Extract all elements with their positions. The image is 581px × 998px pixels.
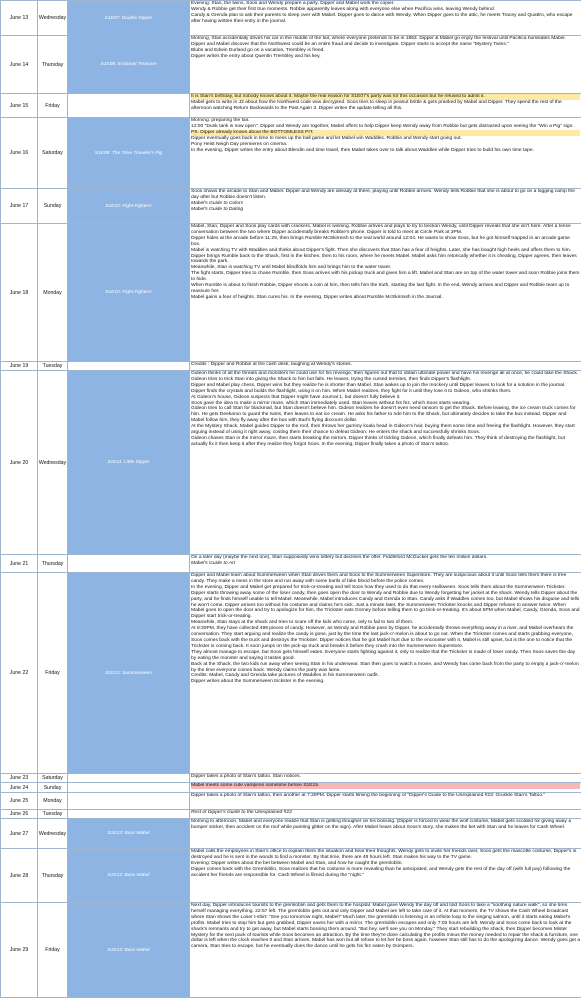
row-date: June 16 xyxy=(1,118,38,189)
event-line: Dipper brings Rumble back to the Shack, first in the kitchen, then to his room, where he meets Mabel. Mabel asks him retorically whether it is cheating, Dipper agrees, then leaves towards the park. xyxy=(191,254,580,266)
timeline-body xyxy=(1,1,581,998)
row-date: June 15 xyxy=(1,94,38,118)
timeline-row xyxy=(1,810,581,819)
event-line: Gideon thinks of all the threats and monsters he could use for his revenge, then figures out that to obtain ultimate power and have his revenge all at once, he could take the Shack. xyxy=(191,371,580,377)
row-events xyxy=(190,36,581,94)
timeline-row xyxy=(1,224,581,362)
row-events xyxy=(190,224,581,362)
row-events xyxy=(190,94,581,118)
row-events xyxy=(190,555,581,573)
row-date: June 20 xyxy=(1,371,38,555)
event-line: Dipper and Mabel discover that the Northwest could be an entire fraud and decide to investigate. Dipper starts to accept the name "Mystery Twins." xyxy=(191,42,580,48)
event-line: Morning: preparing the fair. xyxy=(191,118,580,124)
row-episode: S1E11: Little Dipper xyxy=(68,371,190,555)
row-date: June 25 xyxy=(1,793,38,810)
event-line: PS. Dipper already knows about the BOTTOMLESS PIT. xyxy=(191,130,580,136)
event-line: In the evening, Dipper and Mabel get prepared for trick-or-treating and tell Soos how they used to do that every Halloween. Soos tells them about the Summerween Trickster. Dipper starts throwing away some of the loser candy, then goes open the door to Wendy and Robbie due to Wendy forgetting her jacket at the shack. Wendy tells Dipper about the party, and he finds himself unable to tell Mabel. Meanwhile, Mabel introduces Candy and Grenda to Stan. Candy asks if Waddles comes too, but Mabel shows his disguise and tells he won't come. Dipper arrives too without his costume and claims he's sick. Just a minute later, the Summerween Trickster knocks and Dipper refuses to answer twice. When Mabel goes to open the door and try to apologize for him, the Trickster eats Gorney before telling them to go trick-or-treating. It's about 6PM when Mabel, Candy, Grenda, Soos and Dipper start trick-or-treating. xyxy=(191,585,580,620)
timeline-row xyxy=(1,362,581,371)
timeline-row xyxy=(1,573,581,774)
row-episode: S1E13: Boss Mabel xyxy=(68,903,190,998)
timeline-row xyxy=(1,94,581,118)
row-events xyxy=(190,793,581,810)
event-line: On a later day (maybe the next one), Stan supposedly wins lottery but declines the offer. Fiddleford McGucket gets the ten million dollars. xyxy=(191,555,580,561)
event-line: Mabel gains a fear of heights, Stan cures his. In the evening, Dipper writes about Rumble McSkirmish in the Journal. xyxy=(191,295,580,301)
row-weekday: Sunday xyxy=(38,783,68,793)
event-line: Mabel's Guide to Dating xyxy=(191,207,580,213)
row-events xyxy=(190,189,581,224)
event-line: Credits: Mabel, Candy and Grenda take pictures of Waddles in his Summerween outfit. xyxy=(191,673,580,679)
row-date: June 28 xyxy=(1,849,38,903)
row-events xyxy=(190,1,581,36)
event-line: Mabel gets to write in J3 about how the Northwest code was decrypted. Soos tries to sleep in peanut brittle & gets pranked by Mabel and Dipper. They spend the rest of the afternoon watching Return Backwards to the Past Again 3. Dipper writes the update telling all this. xyxy=(191,100,580,112)
event-line: Dipper hides at the arcade before 11:29, then brings Rumble McSkirmish to the real world around 12:04. He wants to show Soos, but he got himself trapped in an arcade game box. xyxy=(191,236,580,248)
event-line: Dipper and Mabel play chess, Dipper wins but they realize he is shorter than Mabel. Stan wakes up to join the mockery until Dipper leaves to look for a solution in the journal. xyxy=(191,383,580,389)
row-date: June 24 xyxy=(1,783,38,793)
row-episode xyxy=(68,555,190,573)
event-line: 12:00 "Dunk tank is now open". Dipper and Wendy are together, Mabel offers to help Dipper keep Wendy away from Robbie but gets distracted upon seeing the "Win a Pig" sign. xyxy=(191,124,580,130)
event-line: Dipper takes a photo of Stan's tattoo, then another at 7:30PM. Dipper starts filming the beginning of "Dipper's Guide to the Unexplained #23: Grunkle Stan's Tattoo." xyxy=(191,793,580,799)
event-line: Dipper eventually goes back in time to mess up the ball game and let Mabel win Waddles. Robbie and Wendy start going out. xyxy=(191,136,580,142)
event-line: At the Mystery Shack, Mabel guides Dipper to the roof, then throws her gummy koala head in Gideon's hair, buying them some time and freeing the flashlight. However, they start arguing instead of using it right away, costing them their chance to defeat Gideon. He enters the shack and successfully shrinks Soos. xyxy=(191,424,580,436)
timeline-row xyxy=(1,783,581,793)
event-line: Mabel's Guide to Colors xyxy=(191,201,580,207)
event-line: Rest of Dipper's Guide to the Unexplained #23 xyxy=(191,810,580,816)
row-events xyxy=(190,774,581,783)
row-episode xyxy=(68,793,190,810)
row-events xyxy=(190,783,581,793)
row-weekday: Thursday xyxy=(38,849,68,903)
event-line: Pony Heist Neigh Day premieres on cinema. xyxy=(191,142,580,148)
event-line: Mabel calls the employees in Stan's office to explain them the situation and hear their thoughts. Wendy gets to invite her friends over, Soos gets the mascotte costume, Dipper's is destroyed and he is sent in the woods to find a monster. By that time, there are 48 hours left. Stan makes his way to the TV game. xyxy=(191,849,580,861)
event-line: Wendy & Robbie get their first true moments. Robbie apparently leaves along with everyone else when Pacifica wins, leaving Wendy behind. xyxy=(191,7,580,13)
event-line: Meanwhile, Stan stays at the shack and tries to scare off the kids who come, only to fail to two of them. xyxy=(191,620,580,626)
event-line: Dipper finds the crystals and builds the flashlight, using it on him. When Mabel realizes, they fight for it until they lose it to Gideon, who shrinks them. xyxy=(191,389,580,395)
row-date: June 22 xyxy=(1,573,38,774)
event-line: In the evening, Dipper writes the entry about Blendin and time travel, then Mabel takes over to talk about Waddles while Dipper tries to build his own time tape. xyxy=(191,148,580,154)
event-line: At Gideon's house, Gideon suspects that Dipper might have Journal 1, but doesn't fully believe it. xyxy=(191,395,580,401)
event-line: The fight starts, Dipper tries to chase Rumble, then Soos arrives with his pickup truck and gives him a lift. Mabel and Stan are on top of the water tower and soon Robbie joins them to hide. xyxy=(191,271,580,283)
event-line: Gideon tries to call Stan for blackmail, but Stan doesn't believe him. Gideon realizes he doesn't even need ransom to get the Shack. Before leaving, the ice cream truck comes for him. He gets Deekaroo to guard the twins, then leaves to eat ice cream. He asks his father to ride him to the Shack, but ultimately decides to take the bus instead. Dipper and Mabel follow him, they fly away after the bus with Bud's flying discount dollar. xyxy=(191,406,580,424)
event-line: Evening: Dipper writes about the bet between Mabel and Stan, and how he caught the gremloblin. xyxy=(191,861,580,867)
row-episode xyxy=(68,810,190,819)
row-weekday: Friday xyxy=(38,903,68,998)
timeline-row xyxy=(1,849,581,903)
event-line: Mabel is watching TV with Waddles and thinks about Dipper's fight. Then she discovers that Stan has a fear of heights. Later, she has bought high heels and offers them to him. xyxy=(191,248,580,254)
row-episode xyxy=(68,362,190,371)
event-line: Soos gave the idea to make a mirror maze, which Stan immediately used. Stan leaves without his fez, which Soos starts wearing. xyxy=(191,401,580,407)
timeline-row xyxy=(1,774,581,783)
event-line: It is Stan's birthday, but nobody knows about it. Maybe the real reason for S1E07's party was for this occasion but he refused to admit it. xyxy=(191,94,580,100)
row-events xyxy=(190,118,581,189)
event-line: Candy & Grenda plan to ask their parents to sleep over with Mabel. Dipper goes to dance with Wendy. When Dipper goes to the attic, he meets Tracey and Quattro, who escape after having written their entry in the journal. xyxy=(191,13,580,25)
event-line: Credits : Dipper and Robbie at the cash desk, laughing at Wendy's stories. xyxy=(191,362,580,368)
event-line: Blubs and Edwin Durland go on a vacation, Trembley is freed. xyxy=(191,48,580,54)
row-weekday: Saturday xyxy=(38,118,68,189)
event-line: When Rumble is about to finish Robbie, Dipper shoots a coin at him, then tells him the truth, starting the last fight. In the end, Wendy arrives and Dipper and Robbie team up to reassure her. xyxy=(191,283,580,295)
row-weekday: Monday xyxy=(38,224,68,362)
row-episode xyxy=(68,774,190,783)
row-episode: S1E08: Irrational Treasure xyxy=(68,36,190,94)
row-episode xyxy=(68,94,190,118)
row-weekday: Saturday xyxy=(38,774,68,783)
row-events xyxy=(190,903,581,998)
row-weekday: Monday xyxy=(38,793,68,810)
event-line: Mabel's Guide to Art xyxy=(191,561,580,567)
row-date: June 29 xyxy=(1,903,38,998)
row-episode: S1E10: Fight Fighters xyxy=(68,224,190,362)
row-date: June 19 xyxy=(1,362,38,371)
event-line: Morning, Stan accidentally drives his car in the middle of the fair, where everyone pretends to be in 1863. Dipper & Mabel go enjoy the festival until Pacifica humiliates Mabel. xyxy=(191,36,580,42)
row-weekday: Friday xyxy=(38,94,68,118)
row-weekday: Tuesday xyxy=(38,810,68,819)
row-weekday: Wednesday xyxy=(38,1,68,36)
row-weekday: Wednesday xyxy=(38,819,68,849)
row-events xyxy=(190,362,581,371)
timeline-row xyxy=(1,819,581,849)
event-line: Mabel, Stan, Dipper and Soos play cards with crackers, Mabel is winning. Robbie arrives and plays to try to beckon Wendy, until Dipper reveals that she isn't here. After a tense conversation between the two where Dipper accidentally breaks Robbie's phone, Dipper is told to meet at Circle Park at 3PM. xyxy=(191,224,580,236)
event-line: Dipper writes the entry about Quentin Trembley and his key. xyxy=(191,54,580,60)
row-episode: S1E13: Boss Mabel xyxy=(68,849,190,903)
event-line: Morning to afternoon, Mabel and everyone realize that Stan is getting thougher on his bossing. (Dipper is forced to wear the wolf costume, Mabel gets scolded for giving away a bumper sticker, then accident on the roof while painting glitter on the sign). After Mabel hears about Soos's story, she makes the bet with Stan and he leaves for Cash Wheel. xyxy=(191,819,580,831)
row-date: June 27 xyxy=(1,819,38,849)
event-line: They almost manage to escape, but Soos gets himself eaten. Everyone starts fighting against it, only to realize that the Trickster is made of loser candy. Then Soos saves the day by eating the monster and saying it tastes good. xyxy=(191,650,580,662)
row-date: June 23 xyxy=(1,774,38,783)
row-date: June 13 xyxy=(1,1,38,36)
event-line: Dipper writes about the Summerween trickster in the evening. xyxy=(191,679,580,685)
row-weekday: Wednesday xyxy=(38,371,68,555)
row-date: June 14 xyxy=(1,36,38,94)
row-weekday: Tuesday xyxy=(38,362,68,371)
event-line: Soos shows the arcade to Stan and Mabel. Dipper and Wendy are already at there, playing until Robbie arrives. Wendy tells Robbie that she is about to go on a logging camp the day after but Robbie doesn't listen. xyxy=(191,189,580,201)
row-date: June 18 xyxy=(1,224,38,362)
row-weekday: Thursday xyxy=(38,36,68,94)
timeline-row xyxy=(1,903,581,998)
row-weekday: Friday xyxy=(38,573,68,774)
event-line: Gideon chases Stan in the mirror maze, then starts breaking the mirrors. Dipper thinks of tickling Gideon, which finally defeats him. They think of destroying the flashlight, but actually fix it then keep it after they realize they forgot Soos. In the evening, Dipper finally takes a photo of Stan's tattoo. xyxy=(191,436,580,448)
timeline-row xyxy=(1,371,581,555)
row-events xyxy=(190,819,581,849)
row-episode: S1E07: Double Dipper xyxy=(68,1,190,36)
timeline-row xyxy=(1,555,581,573)
row-weekday: Thursday xyxy=(38,555,68,573)
timeline-row xyxy=(1,793,581,810)
row-date: June 26 xyxy=(1,810,38,819)
row-weekday: Sunday xyxy=(38,189,68,224)
event-line: Dipper comes back with the Gremloblin, Soos realizes that his costume is more revealing than he anticipated, and Wendy gets the rest of the day off (with full pay) following the accident her friends are responsible for. Cash Wheel is filmed during the "night." xyxy=(191,867,580,879)
event-line: Gideon tries to trick Stan into giving the Shack to him but fails. He leaves, trying the cursed termites, then finds Dipper's flashlight. xyxy=(191,377,580,383)
row-events xyxy=(190,371,581,555)
timeline-row xyxy=(1,189,581,224)
timeline-row xyxy=(1,36,581,94)
row-episode: S1E13: Boss Mabel xyxy=(68,819,190,849)
row-episode xyxy=(68,783,190,793)
row-date: June 21 xyxy=(1,555,38,573)
event-line: Evening: Stan, the twins, Soos and Wendy prepare a party. Dipper and Mabel work the copier. xyxy=(191,1,580,7)
event-line: Meanwhile, Stan is watching TV until Mabel blindfolds him and brings him to the water tower. xyxy=(191,265,580,271)
row-events xyxy=(190,849,581,903)
row-events xyxy=(190,573,581,774)
row-episode: S1E10: Fight Fighters xyxy=(68,189,190,224)
row-episode: S1E09: The Time Traveler's Pig xyxy=(68,118,190,189)
event-line: Next day, Dipper introduces tourists to the gremloblin and gets them to the hospital. Mabel gave Wendy the day off and told Soos to take a "soothing nature walk", so she tires herself managing everything. 22:57 left. The gremloblin gets out and only Dipper and Mabel are left to take care of it. At that moment, the TV shows the Cash Wheel broadcast where Stan shows the Loser t-shirt: "See you tomorrow night, Mabel!" Much later, the gremloblin is listening in an infinite loop to the singing salmon, until it starts eating Mabel's profits. Mabel tries to stop him but gets grabbed, Dipper saves her with a mirror. The gremloblin escapes and only 7:03 hours are left. Wendy and Soos come back to look at the shack's remnants and try to get away, but Mabel starts bossing them around. "But hey, we'll see you on Monday." They start rebuilding the shack, then Dipper becomes Mister Mystery for the next pack of tourists while Soos becomes an attraction. By the time they're done calculating the profits minus the money needed to repair the shack & furniture, one dollar is left when the clock reaches 0 and Stan arrives. Mabel has won but all refuse to let her be boss again, however Stan still has to do the apologizing dance. Wendy goes get a camera, Stan tries to escape, but he eventually does the dance until he gets his fez eaten by Gompers. xyxy=(191,903,580,950)
event-line: Dipper and Mabel learn about Summerween when Stan drives them and Soos to the Summerween Superstore. They are suspicious about it until Soos tells them there is free candy. They make a mess in the store and run away with some barils of fake blood before the police comes. xyxy=(191,573,580,585)
row-events xyxy=(190,810,581,819)
timeline-row xyxy=(1,1,581,36)
timeline-row xyxy=(1,118,581,189)
event-line: At 8:30PM, they have collected 499 pieces of candy. However, as Wendy and Robbie pass by Dipper, he accidentally throws everything away in a river, and Mabel overhears the conversation. They start arguing and realize the candy is gone, just by the time the last jack-o'-melon is about to go out. When the Trickster comes and starts grabbing everyone, Soos comes back with the truck and destroys the Trickster. Dipper notices that he got Mabel hurt due to the encounter with it. Mabel is still upset, but is the one to notice that the Trickster is coming back. It soon jumps on the pick-up truck and breaks it before they crash into the Summerween Superstore. xyxy=(191,626,580,650)
row-episode: S1E12: Summerween xyxy=(68,573,190,774)
event-line: Dipper takes a photo of Stan's tattoo. Stan notices. xyxy=(191,774,580,780)
event-line: Mabel meets some cute vampires sometime before S1E15. xyxy=(191,783,580,789)
event-line: Back at the Shack, the two kids run away when seeing Stan in his underwear. Stan then goes to watch a movie, and Wendy has come back from the party to empty a jack-o'-melon by the time everyone comes back. Wendy claims the party was lame. xyxy=(191,662,580,674)
row-date: June 17 xyxy=(1,189,38,224)
